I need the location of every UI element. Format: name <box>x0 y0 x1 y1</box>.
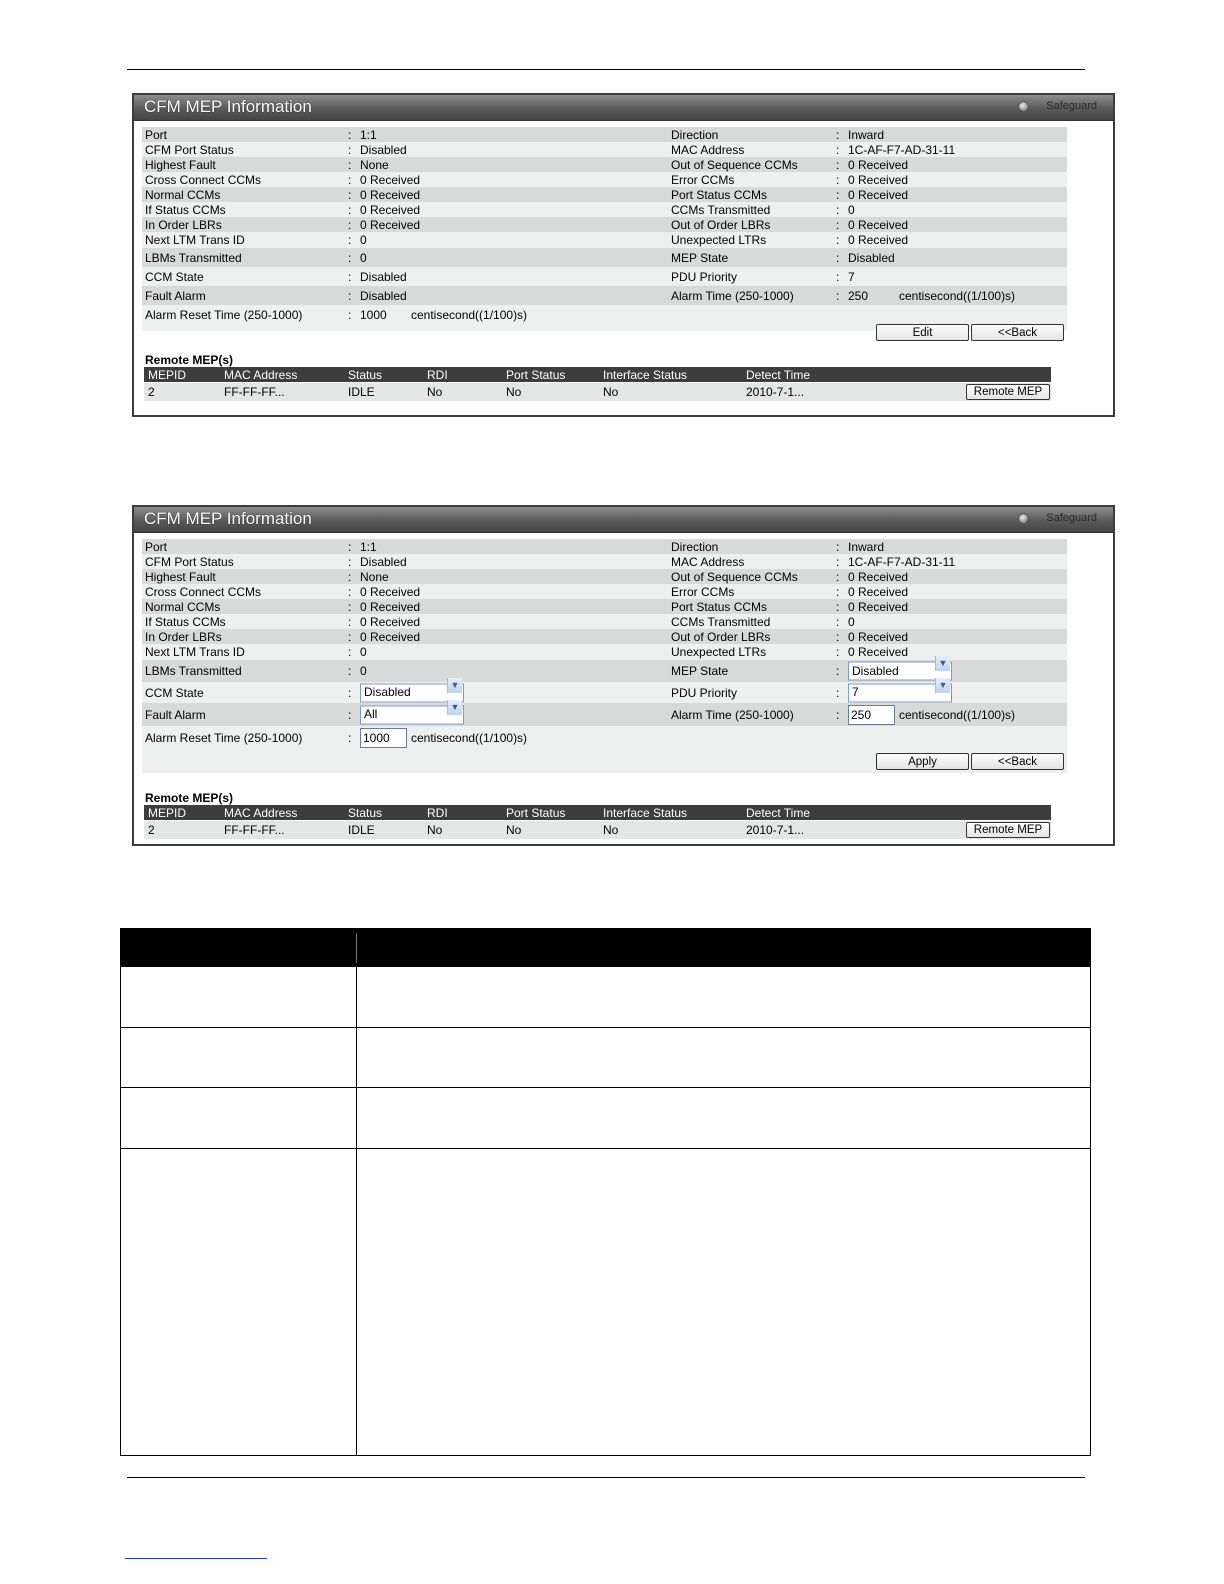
cell-mepid: 2 <box>148 385 155 399</box>
next-ltm-value: 0 <box>360 645 367 659</box>
separator: : <box>348 217 352 232</box>
normal-ccms-value: 0 Received <box>360 599 421 614</box>
cell-mac-address: FF-FF-FF... <box>224 823 285 837</box>
col-mac-address: MAC Address <box>224 805 298 820</box>
info-row <box>142 660 1067 682</box>
cell-rdi: No <box>427 385 443 399</box>
separator: : <box>348 731 352 745</box>
safeguard-indicator-icon <box>1018 101 1029 112</box>
cross-connect-value: 0 Received <box>360 172 421 187</box>
page-header-rule <box>127 69 1085 70</box>
lbms-transmitted-label: LBMs Transmitted <box>145 250 242 265</box>
separator: : <box>836 554 840 569</box>
cell-status: IDLE <box>348 385 375 399</box>
cfm-mep-info-panel-view <box>132 93 1115 417</box>
mep-state-value: Disabled <box>848 250 895 265</box>
remote-mep-button[interactable]: Remote MEP <box>966 822 1050 838</box>
remote-mep-table-header <box>144 367 1051 382</box>
out-of-order-lbrs-value: 0 Received <box>848 217 909 232</box>
fault-alarm-selected: All <box>364 707 378 721</box>
separator: : <box>348 584 352 599</box>
panel-header <box>134 95 1113 121</box>
highest-fault-label: Highest Fault <box>145 569 216 584</box>
mac-address-value: 1C-AF-F7-AD-31-11 <box>848 142 956 157</box>
col-rdi: RDI <box>427 367 448 382</box>
info-row <box>142 142 1067 157</box>
info-row <box>142 217 1067 232</box>
port-value: 1:1 <box>360 127 377 142</box>
separator: : <box>348 554 352 569</box>
highest-fault-label: Highest Fault <box>145 157 216 172</box>
separator: : <box>836 202 840 217</box>
cell-port-status: No <box>506 823 522 837</box>
direction-value: Inward <box>848 539 885 554</box>
info-row <box>142 172 1067 187</box>
cell-interface-status: No <box>603 823 619 837</box>
out-of-sequence-label: Out of Sequence CCMs <box>671 569 798 584</box>
fault-alarm-label: Fault Alarm <box>145 288 206 303</box>
ccm-state-selected: Disabled <box>364 685 411 699</box>
apply-button[interactable]: Apply <box>876 753 969 770</box>
ccms-transmitted-value: 0 <box>848 614 855 629</box>
pdu-priority-label: PDU Priority <box>671 269 738 284</box>
direction-label: Direction <box>671 127 719 142</box>
chevron-down-icon: ▼ <box>935 656 950 671</box>
parameter-description-table <box>120 928 1091 1456</box>
mac-address-label: MAC Address <box>671 554 745 569</box>
cell-interface-status: No <box>603 385 619 399</box>
separator: : <box>348 288 352 303</box>
separator: : <box>836 569 840 584</box>
panel-body <box>134 533 1113 844</box>
col-port-status: Port Status <box>506 367 566 382</box>
separator: : <box>836 172 840 187</box>
info-row <box>142 232 1067 248</box>
separator: : <box>836 142 840 157</box>
next-ltm-value: 0 <box>360 233 367 247</box>
if-status-ccms-value: 0 Received <box>360 614 421 629</box>
alarm-time-input[interactable] <box>848 705 895 725</box>
lbms-transmitted-label: LBMs Transmitted <box>145 664 242 678</box>
info-row <box>142 644 1067 660</box>
mac-address-value: 1C-AF-F7-AD-31-11 <box>848 554 956 569</box>
separator: : <box>836 233 840 247</box>
alarm-time-value: 250 <box>848 288 869 303</box>
separator: : <box>836 614 840 629</box>
separator: : <box>348 539 352 554</box>
info-row <box>142 539 1067 554</box>
in-order-lbrs-value: 0 Received <box>360 629 421 644</box>
fault-alarm-label: Fault Alarm <box>145 707 206 722</box>
separator: : <box>836 645 840 659</box>
cfm-port-status-label: CFM Port Status <box>145 554 234 569</box>
mep-state-selected: Disabled <box>852 663 899 678</box>
normal-ccms-label: Normal CCMs <box>145 187 221 202</box>
col-status: Status <box>348 367 383 382</box>
cell-port-status: No <box>506 385 522 399</box>
edit-button[interactable]: Edit <box>876 324 969 341</box>
panel-title: CFM MEP Information <box>144 97 312 116</box>
port-status-ccms-value: 0 Received <box>848 187 909 202</box>
separator: : <box>348 664 352 678</box>
info-row <box>142 679 1067 703</box>
col-mepid: MEPID <box>148 367 187 382</box>
remote-mep-table-header <box>144 805 1051 820</box>
out-of-order-lbrs-label: Out of Order LBRs <box>671 629 771 644</box>
separator: : <box>348 269 352 284</box>
lbms-transmitted-value: 0 <box>360 250 367 265</box>
pdu-priority-label: PDU Priority <box>671 685 738 700</box>
separator: : <box>348 599 352 614</box>
table-row <box>144 821 1051 839</box>
separator: : <box>348 250 352 265</box>
highest-fault-value: None <box>360 157 389 172</box>
cfm-mep-info-panel-edit <box>132 505 1115 846</box>
mep-state-label: MEP State <box>671 664 729 678</box>
alarm-time-label: Alarm Time (250-1000) <box>671 707 794 722</box>
safeguard-label: Safeguard <box>1046 100 1097 112</box>
info-row <box>142 599 1067 614</box>
ccms-transmitted-label: CCMs Transmitted <box>671 202 771 217</box>
row-divider <box>121 1148 1090 1149</box>
col-interface-status: Interface Status <box>603 805 688 820</box>
panel-title: CFM MEP Information <box>144 509 312 528</box>
highest-fault-value: None <box>360 569 389 584</box>
port-status-ccms-label: Port Status CCMs <box>671 187 768 202</box>
separator: : <box>836 707 840 722</box>
separator: : <box>836 217 840 232</box>
col-detect-time: Detect Time <box>746 367 811 382</box>
error-ccms-label: Error CCMs <box>671 584 735 599</box>
separator: : <box>836 269 840 284</box>
port-value: 1:1 <box>360 539 377 554</box>
safeguard-indicator-icon <box>1018 513 1029 524</box>
info-row <box>142 202 1067 217</box>
normal-ccms-label: Normal CCMs <box>145 599 221 614</box>
ccm-state-label: CCM State <box>145 269 204 284</box>
fault-alarm-select[interactable] <box>360 701 464 724</box>
remote-mep-button[interactable]: Remote MEP <box>966 384 1050 400</box>
alarm-reset-input-value: 1000 <box>363 731 390 745</box>
fault-alarm-value: Disabled <box>360 288 407 303</box>
cell-status: IDLE <box>348 823 375 837</box>
alarm-time-label: Alarm Time (250-1000) <box>671 288 794 303</box>
direction-label: Direction <box>671 539 719 554</box>
separator: : <box>348 142 352 157</box>
unexpected-ltrs-label: Unexpected LTRs <box>671 645 767 659</box>
separator: : <box>348 629 352 644</box>
separator: : <box>348 172 352 187</box>
col-interface-status: Interface Status <box>603 367 688 382</box>
panel-body <box>134 121 1113 415</box>
separator: : <box>836 157 840 172</box>
port-status-ccms-value: 0 Received <box>848 599 909 614</box>
separator: : <box>348 157 352 172</box>
info-row <box>142 267 1067 286</box>
cross-connect-label: Cross Connect CCMs <box>145 584 262 599</box>
info-row <box>142 248 1067 267</box>
alarm-reset-unit: centisecond((1/100)s) <box>411 731 528 745</box>
col-mepid: MEPID <box>148 805 187 820</box>
description-table-header <box>121 929 1090 967</box>
separator: : <box>348 127 352 142</box>
port-status-ccms-label: Port Status CCMs <box>671 599 768 614</box>
alarm-reset-label: Alarm Reset Time (250-1000) <box>145 731 303 745</box>
info-row <box>142 569 1067 584</box>
cfm-port-status-value: Disabled <box>360 142 407 157</box>
alarm-time-input-value: 250 <box>851 707 872 722</box>
info-row <box>142 157 1067 172</box>
separator: : <box>348 614 352 629</box>
alarm-time-unit: centisecond((1/100)s) <box>899 707 1016 722</box>
separator: : <box>348 307 352 322</box>
info-row <box>142 703 1067 726</box>
info-row <box>142 726 1067 750</box>
out-of-order-lbrs-value: 0 Received <box>848 629 909 644</box>
cell-detect-time: 2010-7-1... <box>746 823 805 837</box>
info-row <box>142 305 1067 324</box>
col-port-status: Port Status <box>506 805 566 820</box>
col-rdi: RDI <box>427 805 448 820</box>
separator: : <box>836 629 840 644</box>
lbms-transmitted-value: 0 <box>360 664 367 678</box>
separator: : <box>348 569 352 584</box>
header-divider <box>356 933 357 963</box>
unexpected-ltrs-value: 0 Received <box>848 645 909 659</box>
table-row <box>144 383 1051 401</box>
info-row <box>142 286 1067 305</box>
out-of-sequence-value: 0 Received <box>848 569 909 584</box>
col-status: Status <box>348 805 383 820</box>
mep-state-label: MEP State <box>671 250 729 265</box>
remote-mep-title: Remote MEP(s) <box>145 353 234 367</box>
ccm-state-value: Disabled <box>360 269 407 284</box>
info-row <box>142 554 1067 569</box>
if-status-ccms-label: If Status CCMs <box>145 202 226 217</box>
footer-link-underline[interactable] <box>125 1558 267 1559</box>
unexpected-ltrs-value: 0 Received <box>848 233 909 247</box>
if-status-ccms-label: If Status CCMs <box>145 614 226 629</box>
pdu-priority-select[interactable] <box>848 679 952 702</box>
out-of-order-lbrs-label: Out of Order LBRs <box>671 217 771 232</box>
separator: : <box>348 233 352 247</box>
panel-header <box>134 507 1113 533</box>
info-row <box>142 127 1067 142</box>
alarm-reset-unit: centisecond((1/100)s) <box>411 307 528 322</box>
page-footer-rule <box>127 1477 1085 1478</box>
pdu-priority-value: 7 <box>848 269 855 284</box>
separator: : <box>836 539 840 554</box>
cell-rdi: No <box>427 823 443 837</box>
separator: : <box>836 127 840 142</box>
chevron-down-icon: ▼ <box>447 678 462 693</box>
separator: : <box>348 707 352 722</box>
info-row <box>142 187 1067 202</box>
row-divider <box>121 1087 1090 1088</box>
ccms-transmitted-label: CCMs Transmitted <box>671 614 771 629</box>
cross-connect-value: 0 Received <box>360 584 421 599</box>
alarm-reset-input[interactable] <box>360 728 407 748</box>
column-divider <box>356 967 357 1455</box>
port-label: Port <box>145 127 168 142</box>
remote-mep-title: Remote MEP(s) <box>145 791 234 805</box>
row-divider <box>121 1027 1090 1028</box>
separator: : <box>836 584 840 599</box>
separator: : <box>348 685 352 700</box>
back-button[interactable]: <<Back <box>971 753 1064 770</box>
info-row <box>142 629 1067 644</box>
info-row <box>142 584 1067 599</box>
separator: : <box>836 599 840 614</box>
back-button[interactable]: <<Back <box>971 324 1064 341</box>
out-of-sequence-label: Out of Sequence CCMs <box>671 157 798 172</box>
if-status-ccms-value: 0 Received <box>360 202 421 217</box>
next-ltm-label: Next LTM Trans ID <box>145 645 245 659</box>
cell-mac-address: FF-FF-FF... <box>224 385 285 399</box>
error-ccms-label: Error CCMs <box>671 172 735 187</box>
in-order-lbrs-label: In Order LBRs <box>145 629 222 644</box>
separator: : <box>348 187 352 202</box>
out-of-sequence-value: 0 Received <box>848 157 909 172</box>
alarm-reset-label: Alarm Reset Time (250-1000) <box>145 307 303 322</box>
separator: : <box>348 645 352 659</box>
next-ltm-label: Next LTM Trans ID <box>145 233 245 247</box>
cross-connect-label: Cross Connect CCMs <box>145 172 262 187</box>
separator: : <box>836 288 840 303</box>
alarm-reset-value: 1000 <box>360 307 387 322</box>
error-ccms-value: 0 Received <box>848 584 909 599</box>
separator: : <box>836 685 840 700</box>
separator: : <box>836 250 840 265</box>
col-mac-address: MAC Address <box>224 367 298 382</box>
chevron-down-icon: ▼ <box>935 678 950 693</box>
normal-ccms-value: 0 Received <box>360 187 421 202</box>
ccms-transmitted-value: 0 <box>848 202 855 217</box>
cell-detect-time: 2010-7-1... <box>746 385 805 399</box>
chevron-down-icon: ▼ <box>447 700 462 715</box>
col-detect-time: Detect Time <box>746 805 811 820</box>
separator: : <box>348 202 352 217</box>
info-row <box>142 614 1067 629</box>
alarm-time-unit: centisecond((1/100)s) <box>899 288 1016 303</box>
unexpected-ltrs-label: Unexpected LTRs <box>671 233 767 247</box>
mac-address-label: MAC Address <box>671 142 745 157</box>
cfm-port-status-label: CFM Port Status <box>145 142 234 157</box>
port-label: Port <box>145 539 168 554</box>
error-ccms-value: 0 Received <box>848 172 909 187</box>
direction-value: Inward <box>848 127 885 142</box>
cell-mepid: 2 <box>148 823 155 837</box>
cfm-port-status-value: Disabled <box>360 554 407 569</box>
in-order-lbrs-label: In Order LBRs <box>145 217 222 232</box>
ccm-state-label: CCM State <box>145 685 204 700</box>
separator: : <box>836 664 840 678</box>
in-order-lbrs-value: 0 Received <box>360 217 421 232</box>
separator: : <box>836 187 840 202</box>
safeguard-label: Safeguard <box>1046 512 1097 524</box>
pdu-priority-selected: 7 <box>852 685 859 699</box>
